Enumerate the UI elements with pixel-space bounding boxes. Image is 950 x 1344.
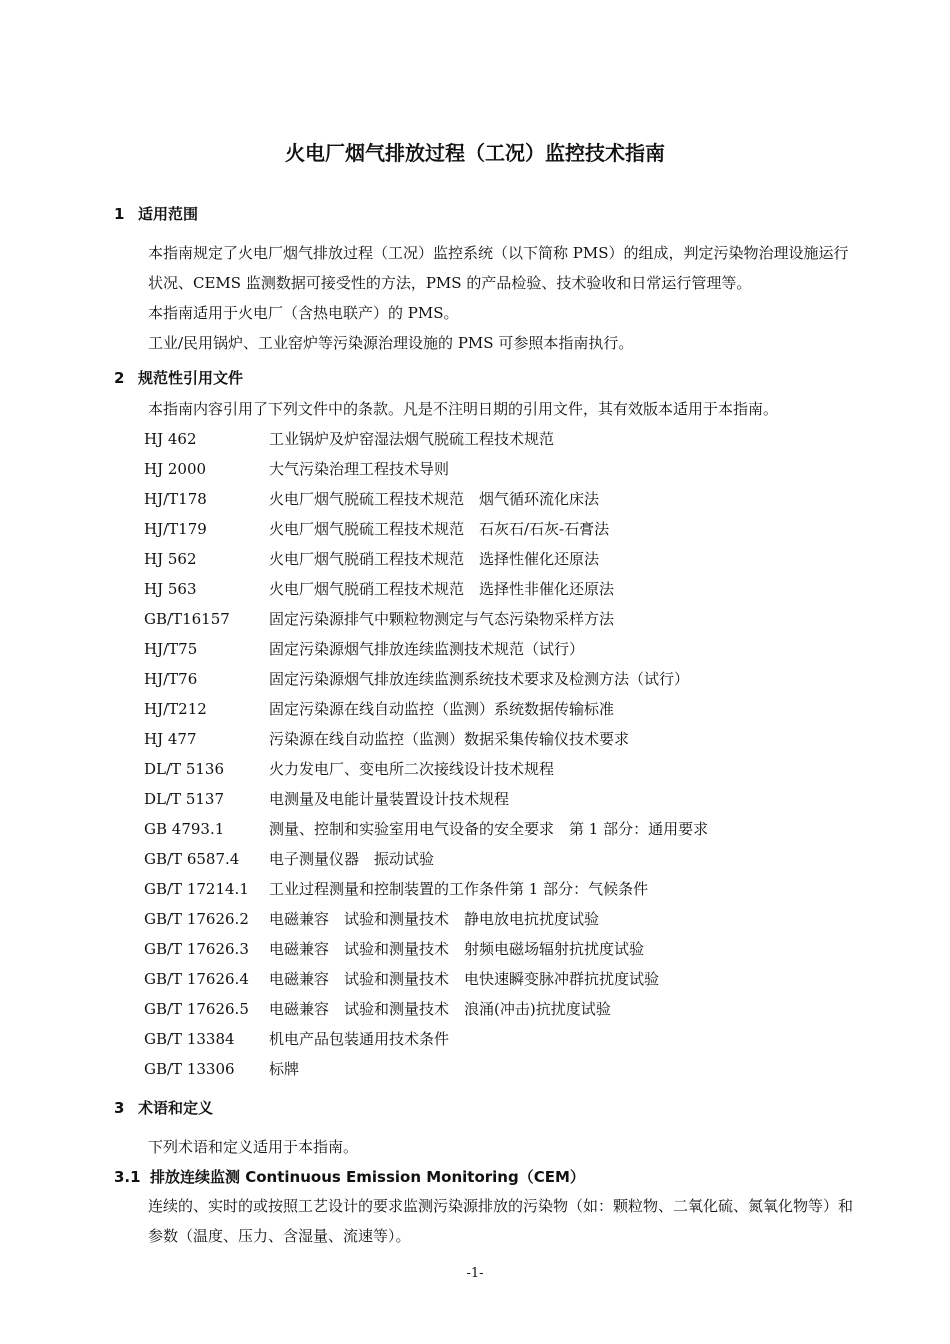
reference-title: 固定污染源排气中颗粒物测定与气态污染物采样方法 [269, 610, 615, 628]
reference-title: 火力发电厂、变电所二次接线设计技术规程 [269, 760, 555, 778]
reference-title: 固定污染源烟气排放连续监测系统技术要求及检测方法（试行） [269, 670, 690, 688]
reference-row [144, 907, 708, 937]
reference-title: 火电厂烟气脱硫工程技术规范 烟气循环流化床法 [269, 490, 600, 508]
reference-code: GB/T 13384 [144, 1030, 235, 1048]
section-3-1-number: 3.1 [114, 1168, 141, 1186]
reference-row [144, 697, 708, 727]
page-number: -1- [466, 1266, 484, 1281]
reference-title: 火电厂烟气脱硝工程技术规范 选择性非催化还原法 [269, 580, 615, 598]
section-1-number: 1 [114, 205, 125, 223]
reference-code: GB/T 6587.4 [144, 850, 240, 868]
reference-code: HJ 2000 [144, 460, 207, 478]
reference-code: DL/T 5137 [144, 790, 224, 808]
section-3-intro: 下列术语和定义适用于本指南。 [148, 1138, 359, 1156]
reference-row [144, 997, 708, 1027]
reference-row [144, 847, 708, 877]
reference-code: HJ 563 [144, 580, 197, 598]
reference-row [144, 1027, 708, 1057]
reference-code: GB/T 13306 [144, 1060, 235, 1078]
reference-row [144, 667, 708, 697]
section-3-title: 术语和定义 [138, 1099, 214, 1117]
section-1-heading [114, 203, 198, 224]
reference-code: HJ/T76 [144, 670, 198, 688]
reference-code: HJ/T178 [144, 490, 207, 508]
reference-row [144, 427, 708, 457]
reference-code: HJ 477 [144, 730, 197, 748]
reference-title: 电测量及电能计量装置设计技术规程 [269, 790, 510, 808]
reference-title: 机电产品包装通用技术条件 [269, 1030, 450, 1048]
reference-row [144, 877, 708, 907]
reference-title: 电子测量仪器 振动试验 [269, 850, 435, 868]
section-1-paragraph-2: 本指南适用于火电厂（含热电联产）的 PMS。 [148, 304, 459, 322]
reference-title: 工业过程测量和控制装置的工作条件第 1 部分：气候条件 [269, 880, 649, 898]
section-3-number: 3 [114, 1099, 125, 1117]
reference-title: 测量、控制和实验室用电气设备的安全要求 第 1 部分：通用要求 [269, 820, 709, 838]
reference-code: HJ 462 [144, 430, 197, 448]
reference-title: 标牌 [269, 1060, 300, 1078]
reference-code: GB/T 17626.4 [144, 970, 249, 988]
reference-row [144, 517, 708, 547]
reference-title: 电磁兼容 试验和测量技术 射频电磁场辐射抗扰度试验 [269, 940, 645, 958]
section-1-paragraph-3: 工业/民用锅炉、工业窑炉等污染源治理设施的 PMS 可参照本指南执行。 [148, 334, 634, 352]
reference-code: HJ/T212 [144, 700, 207, 718]
section-2-heading [114, 367, 243, 388]
reference-row [144, 937, 708, 967]
reference-row [144, 577, 708, 607]
reference-row [144, 727, 708, 757]
reference-list [144, 427, 708, 1087]
reference-row [144, 817, 708, 847]
reference-row [144, 457, 708, 487]
reference-title: 工业锅炉及炉窑湿法烟气脱硫工程技术规范 [269, 430, 555, 448]
reference-title: 固定污染源烟气排放连续监测技术规范（试行） [269, 640, 585, 658]
section-3-heading [114, 1097, 213, 1118]
reference-code: DL/T 5136 [144, 760, 224, 778]
section-2-title: 规范性引用文件 [138, 369, 244, 387]
reference-row [144, 547, 708, 577]
reference-code: GB/T 17626.5 [144, 1000, 249, 1018]
reference-title: 固定污染源在线自动监控（监测）系统数据传输标准 [269, 700, 615, 718]
section-1-title: 适用范围 [138, 205, 199, 223]
reference-row [144, 757, 708, 787]
reference-code: GB/T 17626.3 [144, 940, 249, 958]
reference-title: 电磁兼容 试验和测量技术 静电放电抗扰度试验 [269, 910, 600, 928]
reference-code: HJ/T179 [144, 520, 207, 538]
section-3-1-heading [114, 1166, 585, 1187]
reference-code: GB/T 17626.2 [144, 910, 249, 928]
section-1-paragraph-1: 本指南规定了火电厂烟气排放过程（工况）监控系统（以下简称 PMS）的组成，判定污染物治理设施运行状况、CEMS 监测数据可接受性的方法，PMS 的产品检验、技术验收和日常运行管理等。 [148, 244, 849, 292]
reference-title: 大气污染治理工程技术导则 [269, 460, 450, 478]
section-2-number: 2 [114, 369, 125, 387]
document-title: 火电厂烟气排放过程（工况）监控技术指南 [285, 141, 665, 165]
reference-code: HJ 562 [144, 550, 197, 568]
reference-row [144, 487, 708, 517]
reference-title: 火电厂烟气脱硝工程技术规范 选择性催化还原法 [269, 550, 600, 568]
section-3-1-title: 排放连续监测 Continuous Emission Monitoring（CEM） [150, 1168, 585, 1186]
reference-row [144, 1057, 708, 1087]
section-3-1-paragraph: 连续的、实时的或按照工艺设计的要求监测污染源排放的污染物（如：颗粒物、二氧化硫、氮氧化物等）和参数（温度、压力、含湿量、流速等）。 [148, 1197, 854, 1245]
reference-row [144, 787, 708, 817]
reference-title: 电磁兼容 试验和测量技术 电快速瞬变脉冲群抗扰度试验 [269, 970, 660, 988]
reference-code: GB 4793.1 [144, 820, 225, 838]
section-2-intro: 本指南内容引用了下列文件中的条款。凡是不注明日期的引用文件，其有效版本适用于本指南。 [148, 400, 779, 418]
reference-code: GB/T 17214.1 [144, 880, 249, 898]
reference-title: 电磁兼容 试验和测量技术 浪涌(冲击)抗扰度试验 [269, 1000, 611, 1018]
reference-row [144, 607, 708, 637]
reference-title: 火电厂烟气脱硫工程技术规范 石灰石/石灰-石膏法 [269, 520, 610, 538]
reference-title: 污染源在线自动监控（监测）数据采集传输仪技术要求 [269, 730, 630, 748]
reference-code: HJ/T75 [144, 640, 198, 658]
reference-row [144, 967, 708, 997]
reference-row [144, 637, 708, 667]
reference-code: GB/T16157 [144, 610, 230, 628]
